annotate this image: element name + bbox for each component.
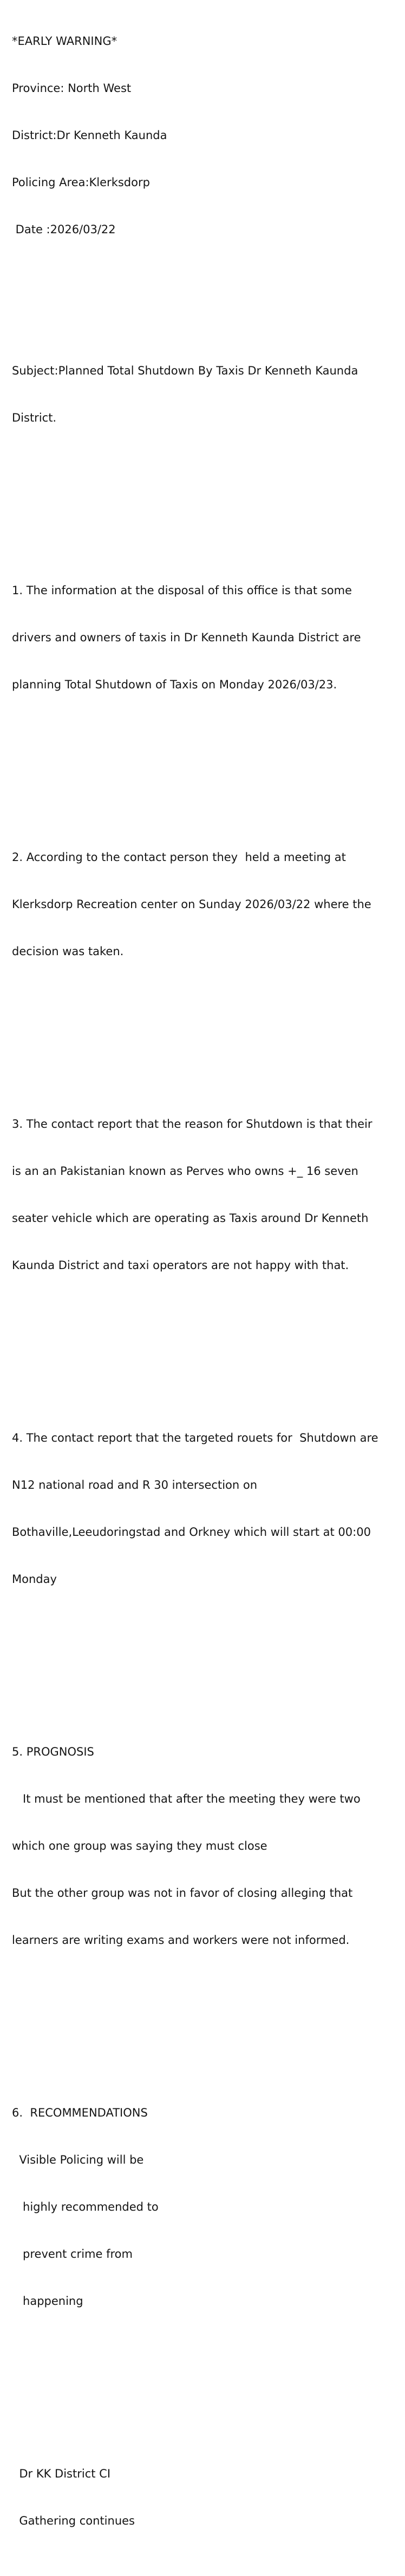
section-heading: 5. PROGNOSIS — [12, 1745, 94, 1758]
paragraph-line: 4. The contact report that the targeted rouets for Shutdown are — [12, 1431, 378, 1444]
spacer — [12, 2011, 402, 2027]
paragraph-line: Visible Policing will be — [12, 2153, 144, 2166]
paragraph-line: highly recommended to — [12, 2200, 159, 2213]
paragraph-line: decision was taken. — [12, 945, 124, 958]
paragraph-line: Monday — [12, 1573, 57, 1586]
paragraph-line: Bothaville,Leeudoringstad and Orkney which will start at 00:00 — [12, 1526, 371, 1539]
paragraph-line: prevent crime from — [12, 2248, 133, 2260]
date-line: Date :2026/03/22 — [12, 223, 116, 236]
paragraph-line: Klerksdorp Recreation center on Sunday 2026/03/22 where the — [12, 898, 371, 911]
subject-line: Subject:Planned Total Shutdown By Taxis Dr Kenneth Kaunda — [12, 364, 358, 377]
signature-block — [12, 2435, 402, 2560]
province-line: Province: North West — [12, 82, 132, 95]
spacer — [12, 2372, 402, 2388]
spacer — [12, 755, 402, 771]
paragraph-line: N12 national road and R 30 intersection on — [12, 1478, 258, 1491]
section-5-prognosis — [12, 1713, 402, 1980]
paragraph-line: 1. The information at the disposal of this office is that some — [12, 584, 352, 597]
section-3-paragraph — [12, 1085, 402, 1305]
paragraph-line: learners are writing exams and workers were not informed. — [12, 1934, 350, 1947]
section-4-paragraph — [12, 1399, 402, 1619]
subject-block — [12, 332, 402, 457]
policing-area-line: Policing Area:Klerksdorp — [12, 176, 150, 189]
paragraph-line: seater vehicle which are operating as Taxis around Dr Kenneth — [12, 1212, 369, 1225]
paragraph-line: is an an Pakistanian known as Perves who owns +_ 16 seven — [12, 1165, 358, 1178]
early-warning-document — [12, 2, 402, 2576]
subject-line: District. — [12, 411, 57, 424]
section-2-paragraph — [12, 818, 402, 991]
section-6-recommendations — [12, 2074, 402, 2341]
spacer — [12, 1650, 402, 1666]
spacer — [12, 1336, 402, 1352]
spacer — [12, 489, 402, 504]
signature-line: Dr KK District CI — [12, 2467, 111, 2480]
spacer — [12, 1022, 402, 1038]
paragraph-line: 2. According to the contact person they held a meeting at — [12, 851, 346, 864]
district-line: District:Dr Kenneth Kaunda — [12, 129, 167, 142]
paragraph-line: It must be mentioned that after the meeting they were two — [12, 1792, 361, 1805]
paragraph-line: drivers and owners of taxis in Dr Kenneth Kaunda District are — [12, 631, 361, 644]
spacer — [12, 269, 402, 285]
paragraph-line: planning Total Shutdown of Taxis on Monday 2026/03/23. — [12, 678, 337, 691]
paragraph-line: But the other group was not in favor of closing alleging that — [12, 1887, 353, 1900]
paragraph-line: happening — [12, 2295, 83, 2308]
paragraph-line: Kaunda District and taxi operators are not happy with that. — [12, 1259, 349, 1272]
section-1-paragraph — [12, 551, 402, 724]
section-heading: 6. RECOMMENDATIONS — [12, 2106, 148, 2119]
paragraph-line: 3. The contact report that the reason for Shutdown is that their — [12, 1118, 373, 1131]
document-title: *EARLY WARNING* — [12, 35, 117, 48]
paragraph-line: which one group was saying they must close — [12, 1839, 267, 1852]
signature-line: Gathering continues — [12, 2514, 135, 2527]
